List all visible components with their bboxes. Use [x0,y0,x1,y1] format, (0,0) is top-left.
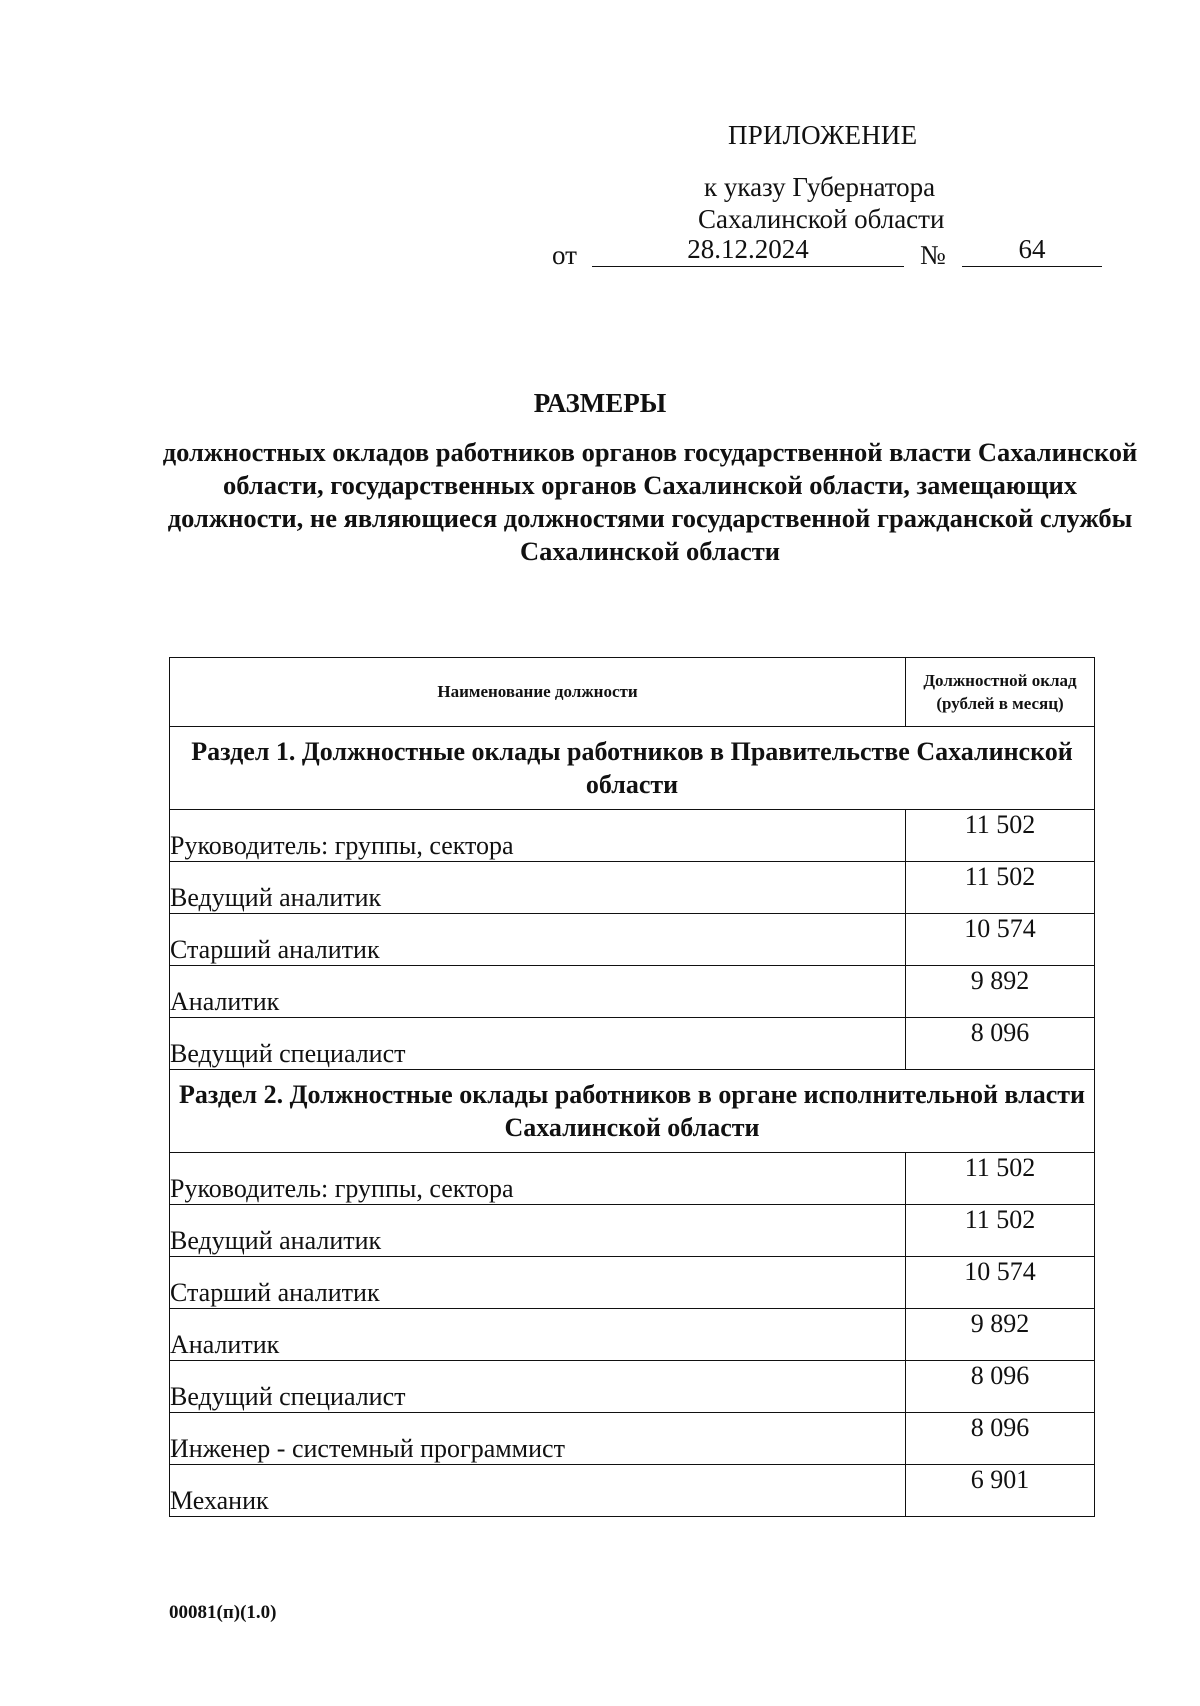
position-name: Ведущий аналитик [170,862,906,914]
section-title: Раздел 1. Должностные оклады работников в Правительстве Сахалинской области [170,727,1095,810]
position-name: Инженер - системный программист [170,1413,906,1465]
salary-value: 11 502 [906,1153,1095,1205]
salary-value: 6 901 [906,1465,1095,1517]
position-name: Ведущий специалист [170,1018,906,1070]
appendix-decree-line: к указу Губернатора [704,172,936,202]
position-name: Руководитель: группы, сектора [170,1153,906,1205]
table-row [170,1413,1095,1465]
position-name: Механик [170,1465,906,1517]
section-row [170,727,1095,810]
table-body [170,727,1095,1517]
position-name: Старший аналитик [170,914,906,966]
salary-value: 10 574 [906,914,1095,966]
column-header-salary-line1: Должностной оклад [923,671,1077,690]
position-name: Руководитель: группы, сектора [170,810,906,862]
document-title: РАЗМЕРЫ [533,388,667,418]
position-name: Ведущий аналитик [170,1205,906,1257]
salary-value: 9 892 [906,1309,1095,1361]
salary-value: 11 502 [906,810,1095,862]
table-row [170,1018,1095,1070]
document-code: 00081(п)(1.0) [169,1602,277,1623]
salary-table [169,657,1095,1517]
table-row [170,862,1095,914]
salary-value: 8 096 [906,1018,1095,1070]
table-row [170,1153,1095,1205]
salary-value: 11 502 [906,1205,1095,1257]
column-header-salary [906,658,1095,727]
section-row [170,1070,1095,1153]
appendix-title: ПРИЛОЖЕНИЕ [728,120,918,150]
appendix-region-line: Сахалинской области [698,204,945,234]
column-header-position: Наименование должности [170,658,906,727]
table-header-row [170,658,1095,727]
position-name: Ведущий специалист [170,1361,906,1413]
table-row [170,810,1095,862]
table-row [170,966,1095,1018]
decree-date-number-row [552,234,1102,270]
document-subtitle: должностных окладов работников органов государственной власти Сахалинской области, государственных органов Сахалинской области, замещающих должности, не являющиеся должностями государственной гражданской службы Сахалинской области [162,437,1138,566]
section-title: Раздел 2. Должностные оклады работников в органе исполнительной власти Сахалинской области [170,1070,1095,1153]
date-label: от [552,240,577,270]
table-row [170,1205,1095,1257]
number-label: № [920,240,946,270]
table-row [170,1257,1095,1309]
salary-value: 8 096 [906,1361,1095,1413]
table-row [170,1465,1095,1517]
salary-value: 11 502 [906,862,1095,914]
salary-value: 9 892 [906,966,1095,1018]
position-name: Аналитик [170,966,906,1018]
salary-value: 10 574 [906,1257,1095,1309]
table-row [170,914,1095,966]
salary-value: 8 096 [906,1413,1095,1465]
table-row [170,1361,1095,1413]
decree-number: 64 [962,234,1102,267]
position-name: Старший аналитик [170,1257,906,1309]
column-header-salary-line2: (рублей в месяц) [936,694,1064,713]
decree-date: 28.12.2024 [592,234,904,267]
table-row [170,1309,1095,1361]
position-name: Аналитик [170,1309,906,1361]
